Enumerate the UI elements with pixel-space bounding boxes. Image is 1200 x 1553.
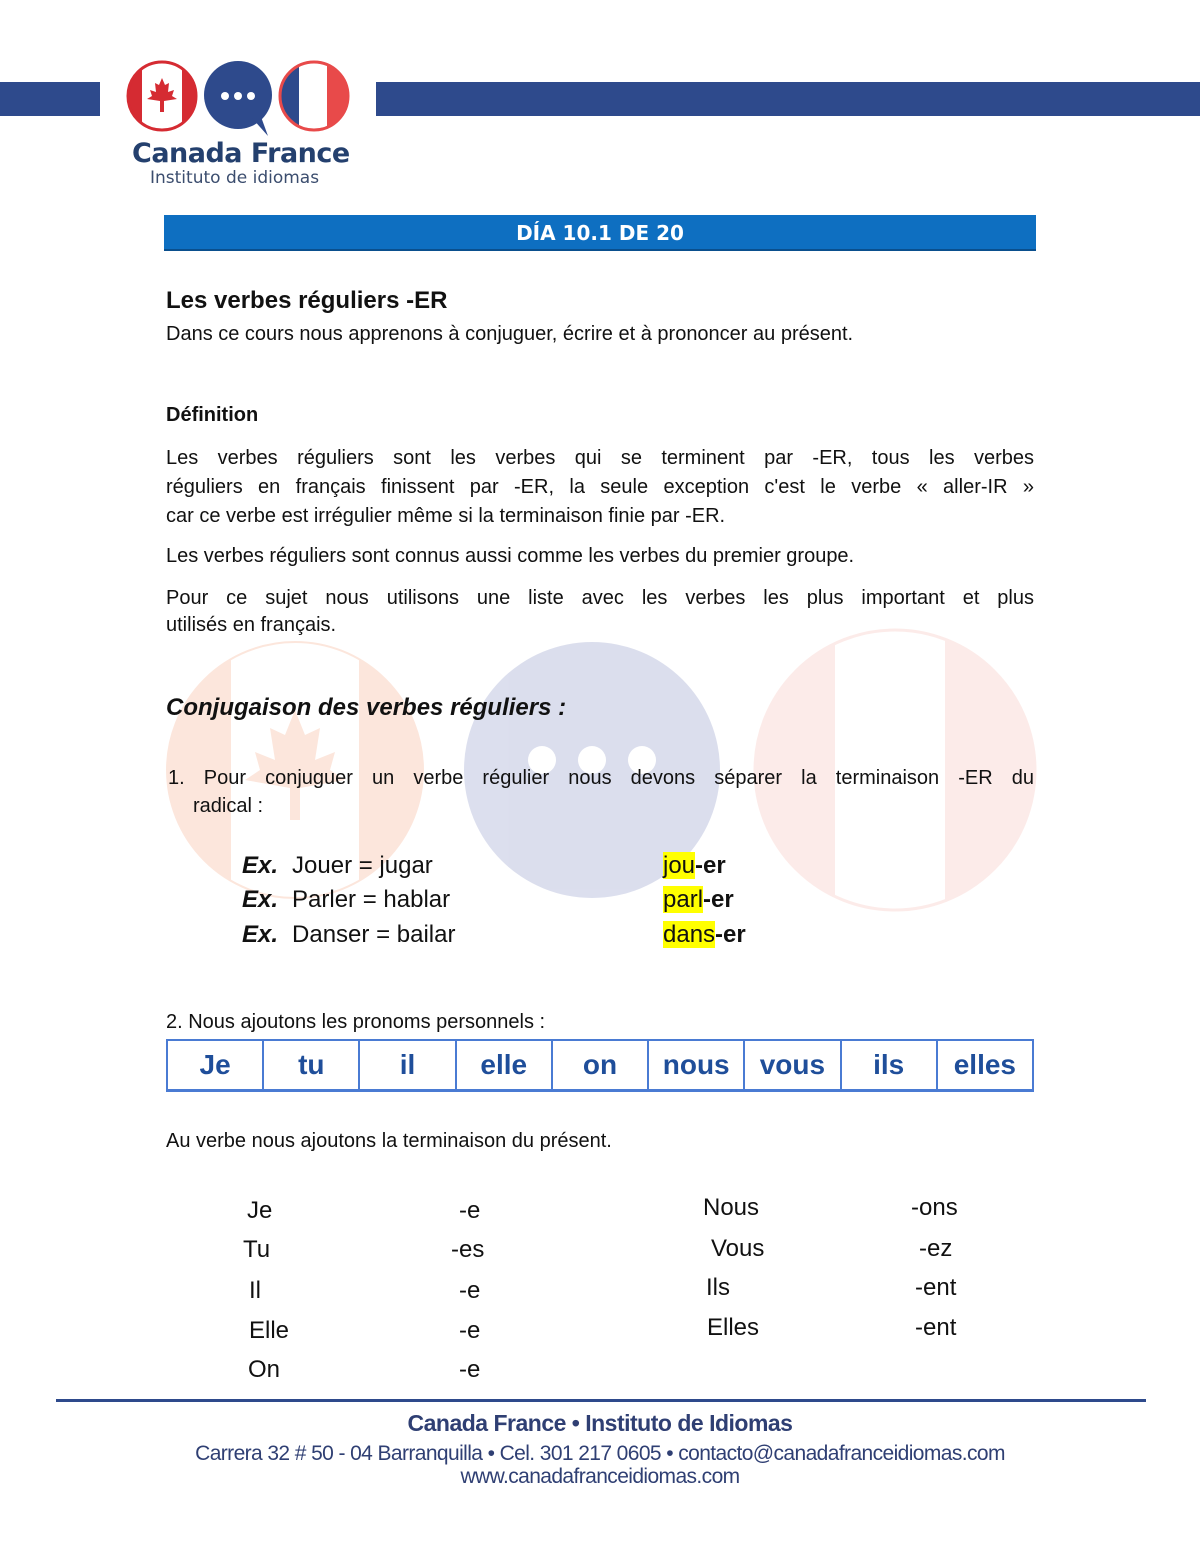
pronoun-cell: il (360, 1041, 456, 1089)
singular-ending: -es (451, 1236, 485, 1263)
step3-text: Au verbe nous ajoutons la terminaison du présent. (166, 1130, 612, 1152)
verb-stem: parl (663, 886, 704, 913)
pronoun-cell: tu (264, 1041, 360, 1089)
pronoun-cell: elles (938, 1041, 1034, 1089)
footer-institute: Canada France • Instituto de Idiomas (407, 1410, 793, 1436)
header-bar-left (0, 82, 100, 116)
singular-pronoun: Il (249, 1277, 261, 1304)
pronouns-table (166, 1039, 1034, 1092)
example-label: Ex. (242, 886, 279, 913)
singular-pronoun: On (248, 1356, 281, 1383)
plural-pronoun: Nous (703, 1194, 760, 1221)
footer-contact: Carrera 32 # 50 - 04 Barranquilla • Cel. 301 217 0605 • contacto@canadafranceidiomas.com (195, 1442, 1005, 1465)
lesson-title: Les verbes réguliers -ER (166, 287, 448, 314)
verb-ending: -er (715, 921, 746, 948)
example-text: Parler = hablar (292, 886, 451, 913)
definition-para2: Les verbes réguliers sont connus aussi comme les verbes du premier groupe. (166, 545, 855, 567)
step1-line: 1. Pour conjuguer un verbe régulier nous devons séparer la terminaison -ER du (168, 767, 1034, 789)
pronoun-cell: vous (745, 1041, 841, 1089)
verb-stem: jou (663, 852, 696, 879)
pronoun-cell: elle (457, 1041, 553, 1089)
definition-line: réguliers en français finissent par -ER, la seule exception c'est le verbe « aller-IR » (166, 476, 1034, 498)
definition-line: Les verbes réguliers sont les verbes qui se terminent par -ER, tous les verbes (166, 447, 1034, 469)
header-bar-right (376, 82, 1200, 116)
singular-ending: -e (459, 1356, 481, 1383)
example-label: Ex. (242, 852, 279, 879)
plural-ending: -ez (919, 1235, 953, 1262)
logo (124, 58, 356, 138)
verb-ending: -er (695, 852, 726, 879)
brand-subtitle: Instituto de idiomas (150, 168, 320, 188)
plural-pronoun: Vous (711, 1235, 765, 1262)
example-row (242, 852, 433, 880)
pronoun-cell: nous (649, 1041, 745, 1089)
plural-ending: -ons (911, 1194, 958, 1221)
conjugaison-heading: Conjugaison des verbes réguliers : (166, 694, 567, 721)
canada-flag-icon (124, 58, 204, 138)
singular-ending: -e (459, 1197, 481, 1224)
speech-bubble-icon (204, 61, 272, 136)
footer-divider (56, 1399, 1146, 1402)
singular-pronoun: Tu (243, 1236, 271, 1263)
example-row (242, 886, 450, 914)
verb-ending: -er (703, 886, 734, 913)
definition-para3-line: utilisés en français. (166, 614, 337, 636)
example-text: Danser = bailar (292, 921, 456, 948)
step1-line: radical : (193, 795, 264, 817)
definition-heading: Définition (166, 404, 259, 426)
definition-para3-line: Pour ce sujet nous utilisons une liste avec les verbes les plus important et plus (166, 587, 1034, 609)
plural-ending: -ent (915, 1314, 957, 1341)
example-split (663, 852, 726, 880)
footer-website: www.canadafranceidiomas.com (460, 1465, 740, 1488)
day-banner: DÍA 10.1 DE 20 (164, 215, 1036, 251)
singular-ending: -e (459, 1317, 481, 1344)
singular-pronoun: Elle (249, 1317, 290, 1344)
pronoun-cell: Je (168, 1041, 264, 1089)
plural-ending: -ent (915, 1274, 957, 1301)
example-text: Jouer = jugar (292, 852, 433, 879)
pronoun-cell: on (553, 1041, 649, 1089)
example-split (663, 886, 734, 914)
example-label: Ex. (242, 921, 279, 948)
singular-pronoun: Je (247, 1197, 273, 1224)
lesson-intro: Dans ce cours nous apprenons à conjuguer, écrire et à prononcer au présent. (166, 323, 854, 345)
plural-pronoun: Ils (706, 1274, 730, 1301)
example-split (663, 921, 746, 949)
france-flag-icon (274, 58, 356, 138)
verb-stem: dans (663, 921, 716, 948)
example-row (242, 921, 455, 949)
step2-text: 2. Nous ajoutons les pronoms personnels : (166, 1011, 546, 1033)
definition-line: car ce verbe est irrégulier même si la terminaison finie par -ER. (166, 505, 726, 527)
singular-ending: -e (459, 1277, 481, 1304)
plural-pronoun: Elles (707, 1314, 760, 1341)
pronoun-cell: ils (842, 1041, 938, 1089)
brand-name: Canada France (132, 138, 350, 169)
